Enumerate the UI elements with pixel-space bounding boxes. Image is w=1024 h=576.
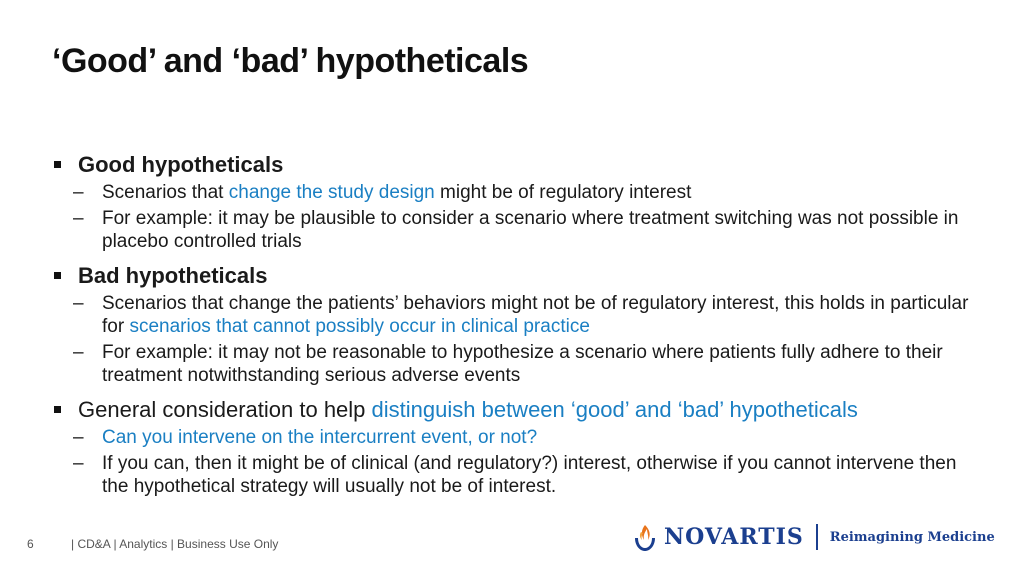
sub-text: If you can, then it might be of clinical (and regulatory?) interest, otherwise if you cannot intervene then the hypothetical strategy will usually not be of interest. (102, 453, 957, 497)
dash-icon: – (73, 342, 84, 363)
dash-icon: – (73, 182, 84, 203)
sub-bullet (52, 341, 982, 387)
sub-text: Scenarios that (102, 182, 229, 203)
square-bullet-icon (54, 161, 61, 168)
sub-highlight: scenarios that cannot possibly occur in clinical practice (129, 316, 590, 337)
sub-text: For example: it may not be reasonable to hypothesize a scenario where patients fully adhere to their treatment notwithstanding serious adverse events (102, 342, 943, 386)
sub-bullet (52, 181, 982, 204)
dash-icon: – (73, 427, 84, 448)
dash-icon: – (73, 293, 84, 314)
sub-bullet (52, 292, 982, 338)
slide-content (52, 152, 982, 498)
sub-bullet (52, 207, 982, 253)
sub-highlight: Can you intervene on the intercurrent event, or not? (102, 427, 538, 448)
sub-text-end: might be of regulatory interest (434, 182, 692, 203)
slide-footer (27, 537, 278, 551)
dash-icon: – (73, 453, 84, 474)
novartis-logo (632, 519, 995, 555)
sub-bullet (52, 452, 982, 498)
square-bullet-icon (54, 406, 61, 413)
logo-tagline: Reimagining Medicine (829, 529, 995, 545)
sub-highlight: change the study design (228, 182, 435, 203)
bullet-good-hypotheticals (52, 152, 982, 178)
novartis-flame-icon (632, 522, 658, 552)
bullet-label: General consideration to help (78, 397, 372, 422)
bullet-highlight: distinguish between ‘good’ and ‘bad’ hypotheticals (371, 397, 858, 422)
logo-wordmark: NOVARTIS (664, 524, 804, 550)
footer-text: | CD&A | Analytics | Business Use Only (71, 537, 279, 551)
square-bullet-icon (54, 272, 61, 279)
dash-icon: – (73, 208, 84, 229)
sub-text: For example: it may be plausible to consider a scenario where treatment switching was not possible in placebo controlled trials (102, 208, 959, 252)
page-number: 6 (27, 537, 34, 551)
sub-text: Scenarios that change the patients’ behaviors might not be of regulatory interest, this holds in particular for (102, 293, 969, 337)
logo-separator (816, 524, 818, 550)
bullet-general-consideration (52, 397, 982, 423)
sub-bullet (52, 426, 982, 449)
bullet-label: Good hypotheticals (78, 152, 284, 177)
bullet-label: Bad hypotheticals (78, 263, 268, 288)
slide-title: ‘Good’ and ‘bad’ hypotheticals (52, 42, 529, 80)
bullet-bad-hypotheticals (52, 263, 982, 289)
